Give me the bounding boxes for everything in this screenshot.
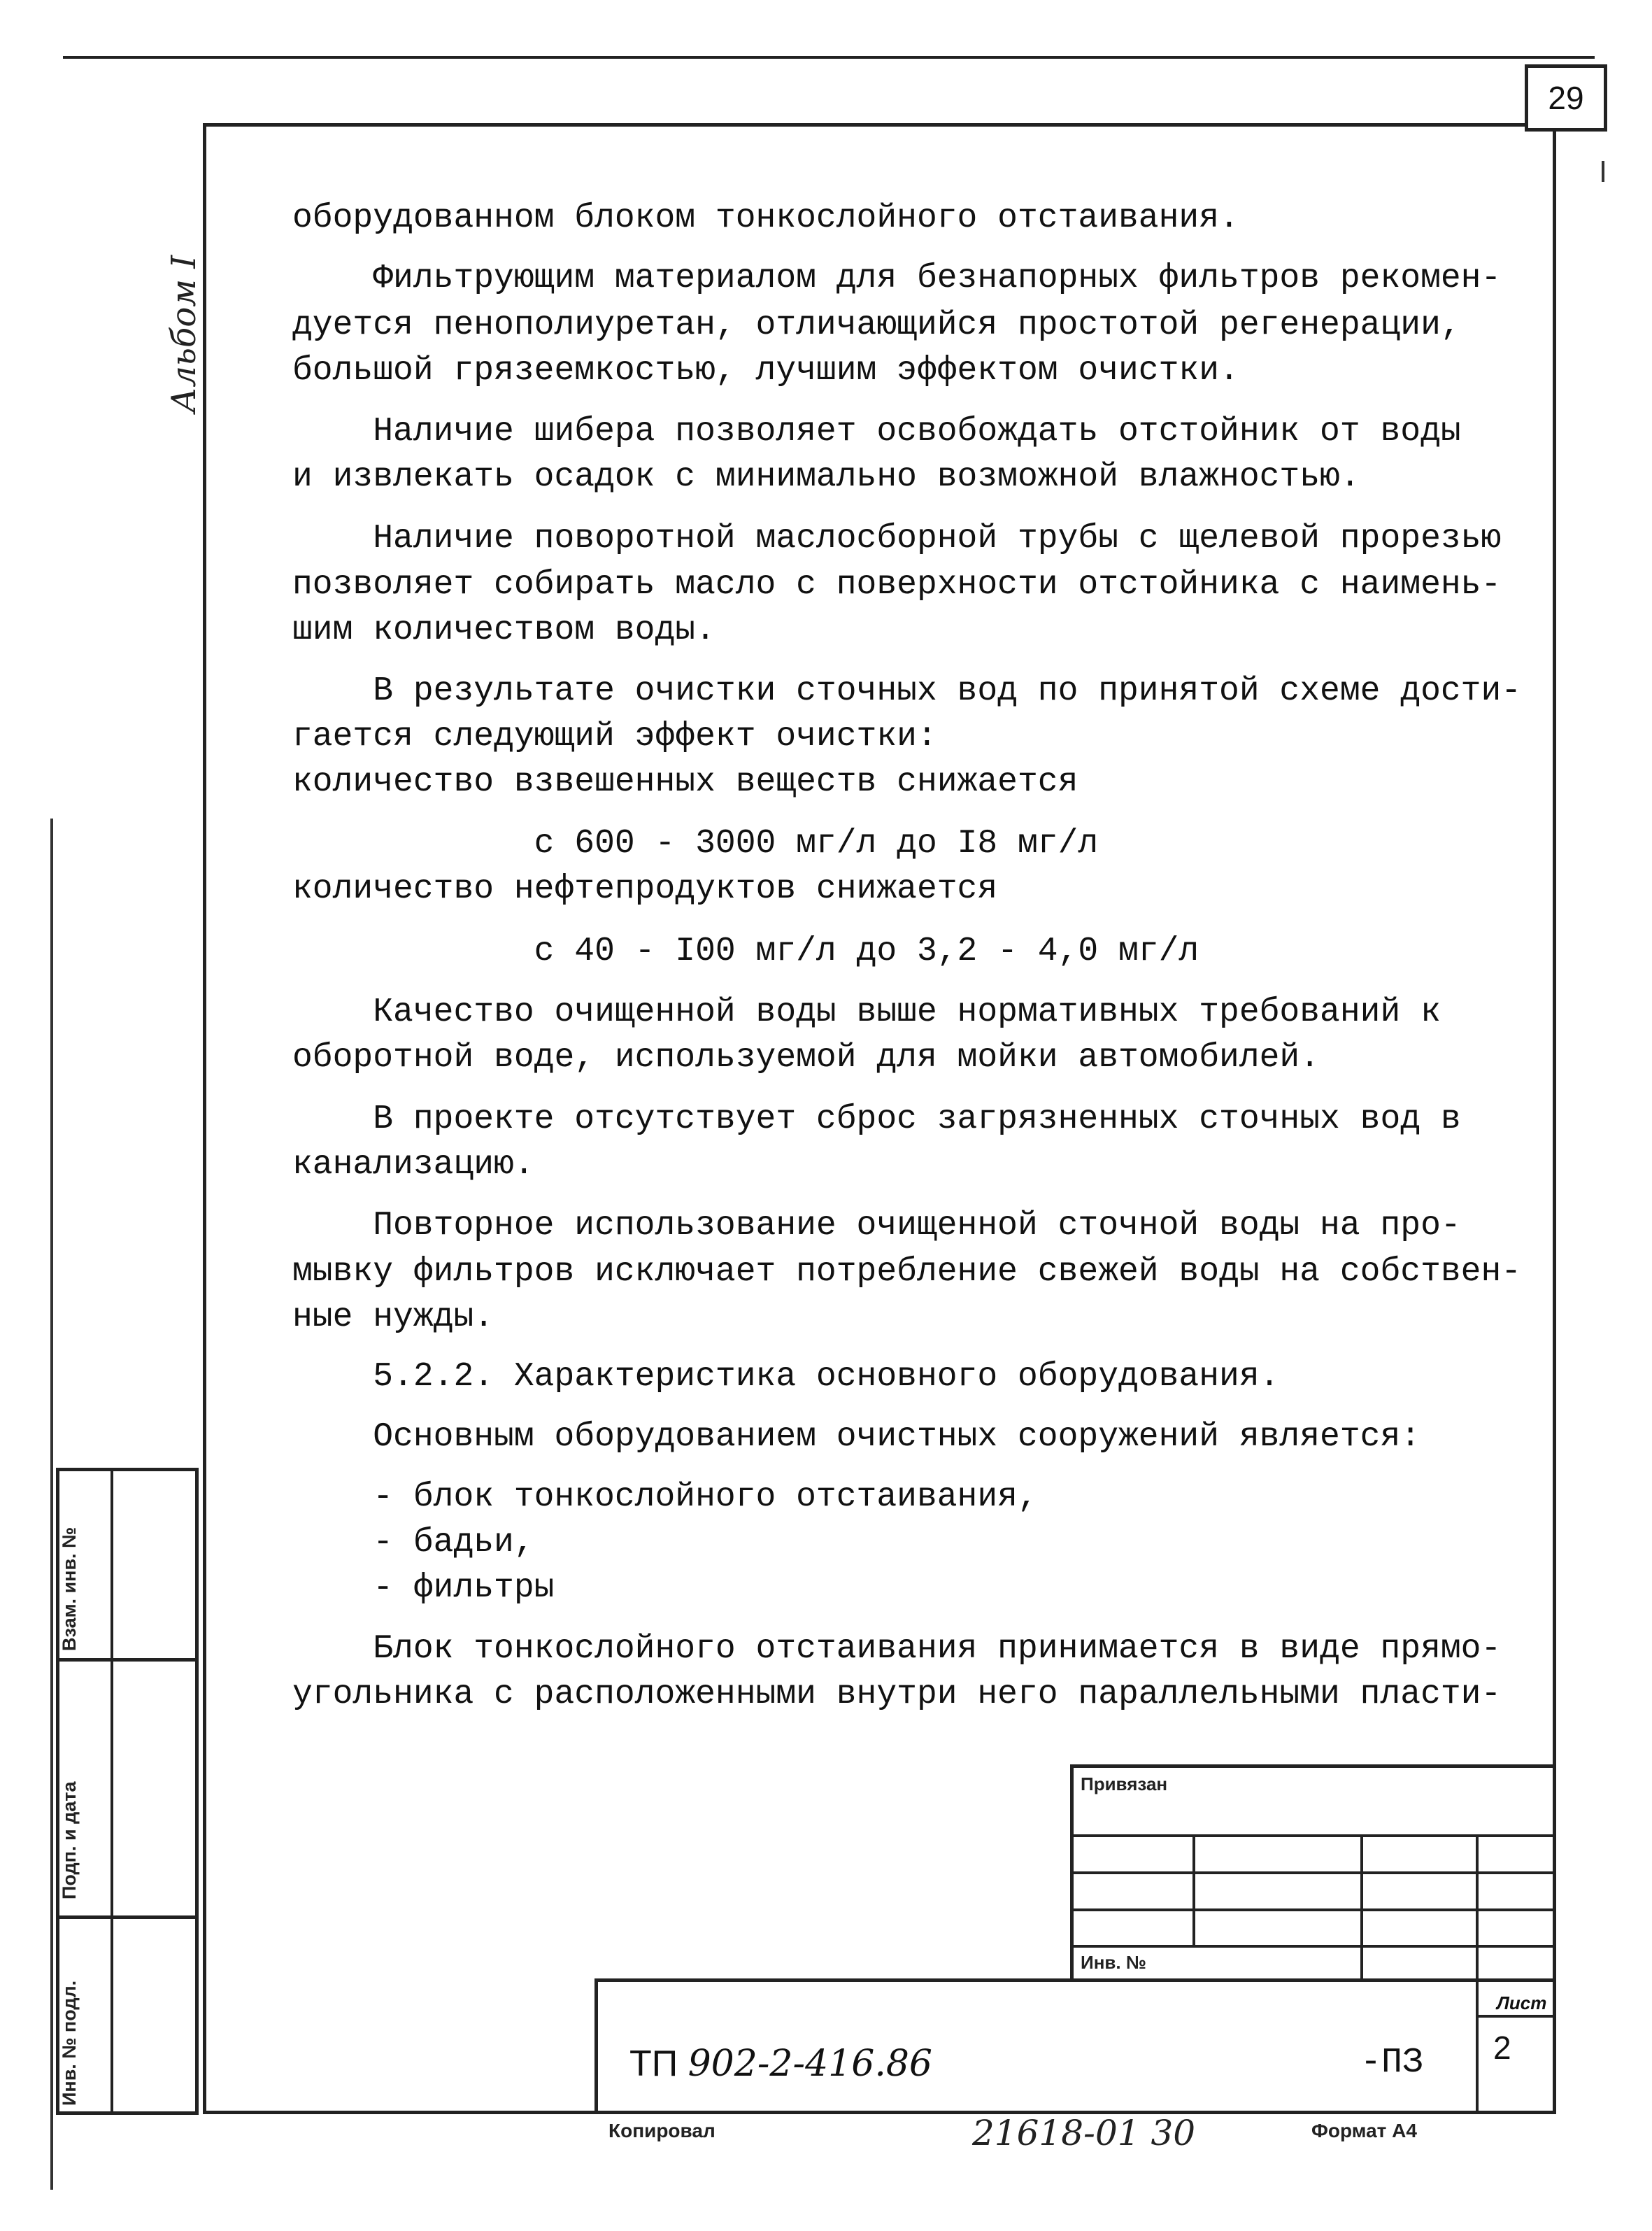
text-line: количество нефтепродуктов снижается [292, 870, 998, 908]
text-line: оборотной воде, используемой для мойки автомобилей. [292, 1039, 1320, 1077]
footer-copy-number: 21618-01 30 [972, 2113, 1196, 2153]
footer-format: Формат А4 [1311, 2120, 1417, 2141]
text-line: В результате очистки сточных вод по принятой схеме дости- [292, 672, 1522, 710]
sidebar-label-vzam: Взам. инв. № [59, 1527, 80, 1651]
stamp-line [1070, 1764, 1556, 1768]
stamp-line [1476, 2015, 1556, 2018]
sheet-number: 29 [1525, 64, 1607, 132]
stamp-list-number: 2 [1493, 2030, 1511, 2066]
text-line: шим количеством воды. [292, 611, 715, 649]
footer-copied: Копировал [608, 2120, 715, 2141]
document-code [629, 2043, 932, 2085]
text-line: ные нужды. [292, 1298, 494, 1336]
stamp-inv-no: Инв. № [1081, 1952, 1146, 1973]
text-line: с 600 - 3000 мг/л до I8 мг/л [292, 825, 1099, 863]
stamp-list-label: Лист [1497, 1992, 1547, 2013]
text-line: дуется пенополиуретан, отличающийся простотой регенерации, [292, 306, 1461, 344]
document-code-prefix: ТП [629, 2044, 678, 2084]
section-code: -ПЗ [1360, 2043, 1424, 2083]
document-code-number: 902-2-416.86 [688, 2043, 933, 2085]
text-line: позволяет собирать масло с поверхности отстойника с наимень- [292, 566, 1502, 604]
stamp-line [1476, 1834, 1479, 2114]
text-line: мывку фильтров исключает потребление свежей воды на собствен- [292, 1253, 1522, 1291]
text-line: Фильтрующим материалом для безнапорных фильтров рекомен- [292, 260, 1502, 297]
list-item: - бадьи, [292, 1524, 534, 1561]
text-line: канализацию. [292, 1146, 534, 1184]
text-line: Блок тонкослойного отстаивания принимается в виде прямо- [292, 1630, 1502, 1668]
text-line: большой грязеемкостью, лучшим эффектом очистки. [292, 352, 1239, 390]
sidebar-label-inv: Инв. № подл. [59, 1980, 80, 2106]
stamp-line [1070, 1871, 1556, 1874]
text-line: количество взвешенных веществ снижается [292, 763, 1078, 801]
text-line: с 40 - I00 мг/л до 3,2 - 4,0 мг/л [292, 933, 1199, 970]
sidebar-label-podp: Подп. и дата [59, 1781, 80, 1899]
stamp-line [1192, 1834, 1195, 1945]
text-line: угольника с расположенными внутри него параллельными пласти- [292, 1676, 1502, 1713]
stamp-line [594, 1978, 1556, 1982]
stamp-line [1070, 1908, 1556, 1911]
stamp-line [1070, 1834, 1556, 1837]
text-line: Наличие поворотной маслосборной трубы с щелевой прорезью [292, 520, 1502, 558]
section-heading: 5.2.2. Характеристика основного оборудования. [292, 1358, 1280, 1396]
text-line: и извлекать осадок с минимально возможной влажностью. [292, 458, 1360, 496]
text-line: Качество очищенной воды выше нормативных требований к [292, 993, 1441, 1031]
stamp-privyazan: Привязан [1081, 1773, 1168, 1794]
text-line: Основным оборудованием очистных сооружений является: [292, 1418, 1421, 1456]
text-line: оборудованном блоком тонкослойного отстаивания. [292, 199, 1239, 237]
text-line: Наличие шибера позволяет освобождать отстойник от воды [292, 413, 1461, 451]
album-note: Альбом I [164, 255, 204, 413]
text-line: Повторное использование очищенной сточной воды на про- [292, 1207, 1461, 1245]
sidebar-vline [111, 1468, 113, 2115]
stamp-line [1360, 1834, 1363, 1981]
text-line: В проекте отсутствует сброс загрязненных сточных вод в [292, 1100, 1461, 1138]
text-line: гается следующий эффект очистки: [292, 718, 937, 756]
list-item: - блок тонкослойного отстаивания, [292, 1478, 1038, 1516]
stamp-line [594, 1978, 598, 2114]
list-item: - фильтры [292, 1569, 555, 1607]
stamp-line [1070, 1945, 1556, 1948]
